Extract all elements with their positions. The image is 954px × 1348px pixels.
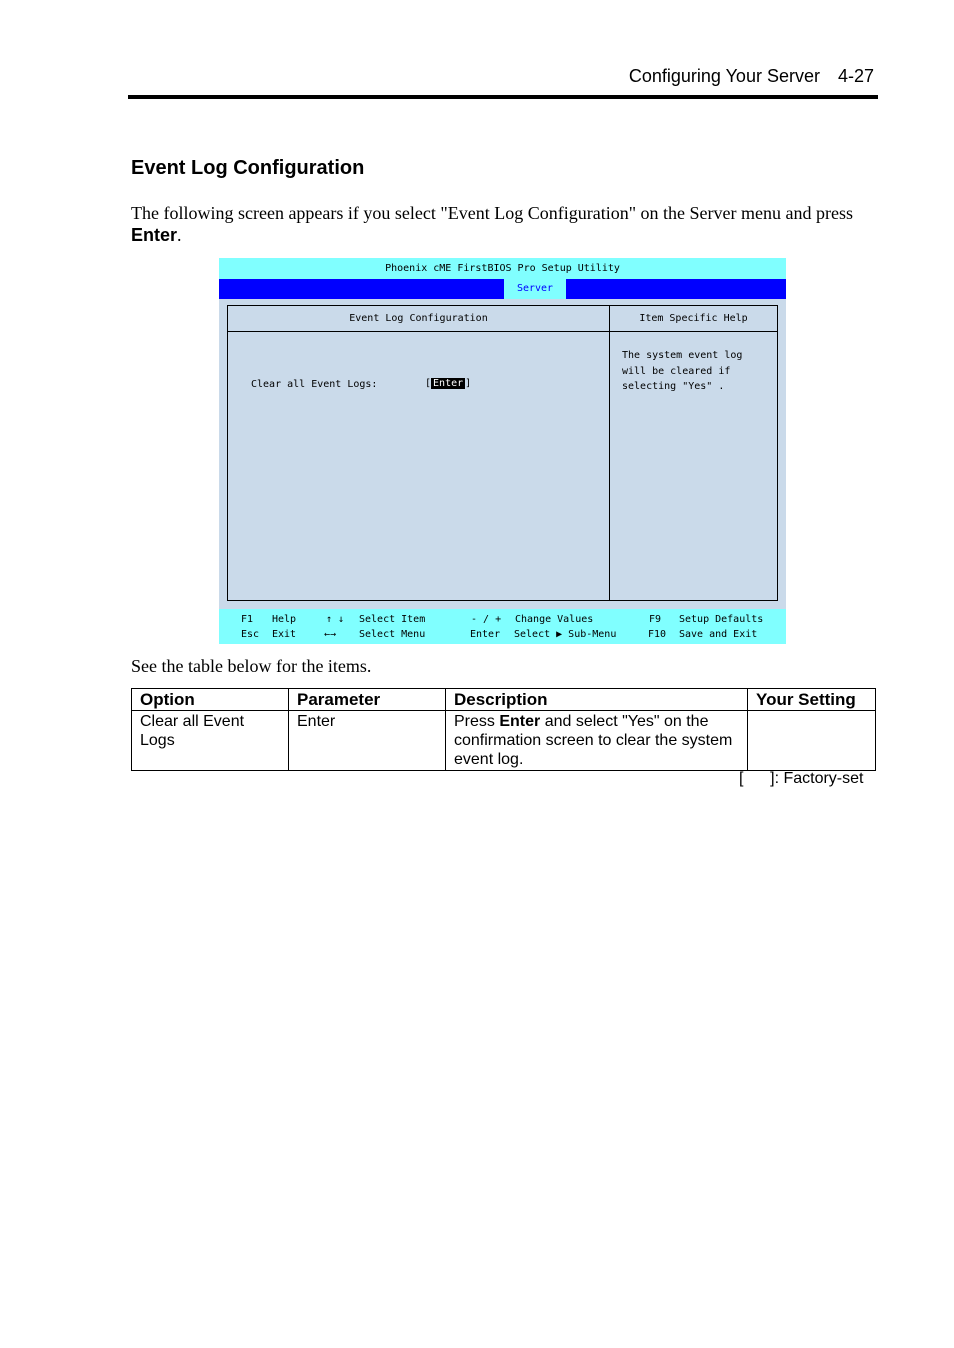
key-esc: Esc — [241, 629, 260, 640]
bios-screen — [219, 258, 786, 644]
bios-title-bar: Phoenix cME FirstBIOS Pro Setup Utility — [219, 258, 786, 279]
key-minus-plus-label: Change Values — [515, 614, 594, 625]
key-left-right: ←→ — [324, 629, 337, 640]
option-value-enter[interactable]: [ Enter ] — [425, 378, 472, 389]
key-enter-label: Select ▶ Sub-Menu — [514, 629, 617, 640]
intro-bold-key: Enter — [131, 225, 178, 245]
section-title: Event Log Configuration — [131, 157, 365, 179]
bios-key-legend — [219, 609, 786, 644]
key-f9-label: Setup Defaults — [679, 614, 764, 625]
table-header-row — [132, 689, 876, 711]
key-f1: F1 — [241, 614, 254, 625]
items-table — [131, 688, 876, 771]
key-f9: F9 — [649, 614, 662, 625]
bios-menu-bar — [219, 279, 786, 299]
intro-paragraph: The following screen appears if you select "Event Log Configuration" on the Server menu and press Enter. — [131, 203, 853, 245]
cell-your-setting — [748, 711, 876, 771]
factory-set-note: [ ]: Factory-set — [739, 770, 864, 787]
cell-parameter: Enter — [289, 711, 446, 771]
key-enter: Enter — [470, 629, 501, 640]
key-f10: F10 — [648, 629, 667, 640]
header-rule — [128, 95, 878, 99]
main-panel-title: Event Log Configuration — [228, 306, 609, 332]
help-panel-title: Item Specific Help — [610, 306, 777, 332]
header-your-setting: Your Setting — [748, 689, 876, 711]
key-left-right-label: Select Menu — [359, 629, 426, 640]
header-option: Option — [132, 689, 289, 711]
page-number: 4-27 — [837, 66, 874, 86]
key-up-down-label: Select Item — [359, 614, 426, 625]
cell-description: Press Enter and select "Yes" on the confirmation screen to clear the system event log. — [446, 711, 748, 771]
cell-option: Clear all Event Logs — [132, 711, 289, 771]
key-up-down: ↑ ↓ — [326, 614, 345, 625]
page-header — [629, 66, 874, 87]
help-text: The system event log will be cleared if selecting "Yes" . — [622, 350, 743, 392]
header-title: Configuring Your Server — [628, 66, 820, 86]
option-label-clear-event-logs: Clear all Event Logs: — [251, 379, 378, 390]
header-parameter: Parameter — [289, 689, 446, 711]
table-row — [132, 711, 876, 771]
bios-main-panel — [227, 305, 610, 601]
key-f10-label: Save and Exit — [679, 629, 758, 640]
menu-tab-server[interactable]: Server — [504, 279, 566, 299]
key-f1-label: Help — [272, 614, 297, 625]
bios-help-panel — [610, 305, 778, 601]
table-intro: See the table below for the items. — [131, 656, 372, 676]
key-minus-plus: - / + — [471, 614, 502, 625]
header-description: Description — [446, 689, 748, 711]
key-esc-label: Exit — [272, 629, 297, 640]
